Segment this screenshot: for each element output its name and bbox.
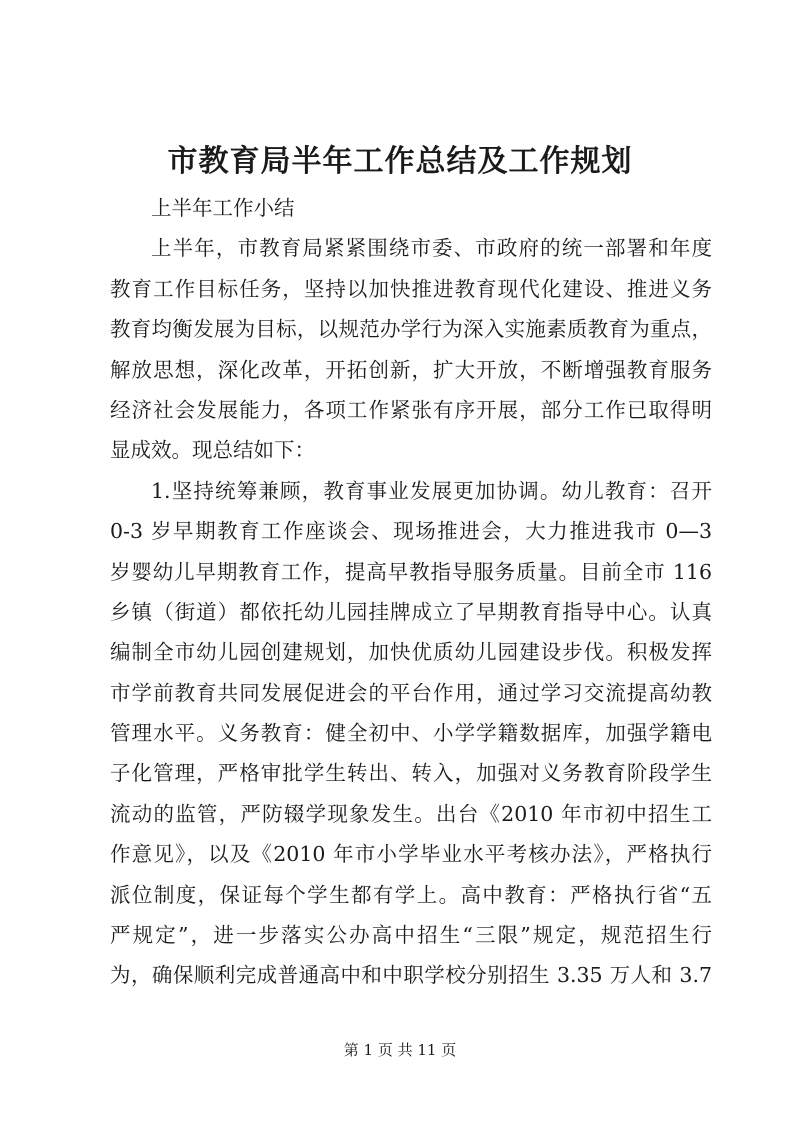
paragraph-line: 乡镇（街道）都依托幼儿园挂牌成立了早期教育指导中心。认真	[110, 599, 712, 624]
paragraph-line: 解放思想，深化改革，开拓创新，扩大开放，不断增强教育服务	[110, 357, 712, 382]
paragraph-line: 教育均衡发展为目标，以规范办学行为深入实施素质教育为重点，	[110, 317, 712, 342]
paragraph-line: 1.坚持统筹兼顾，教育事业发展更加协调。幼儿教育：召开	[151, 478, 712, 503]
paragraph-line: 上半年，市教育局紧紧围绕市委、市政府的统一部署和年度	[151, 236, 712, 261]
paragraph-line: 显成效。现总结如下：	[110, 438, 315, 463]
paragraph-line: 流动的监管，严防辍学现象发生。出台《2010 年市初中招生工	[110, 801, 712, 826]
paragraph-line: 市学前教育共同发展促进会的平台作用，通过学习交流提高幼教	[110, 680, 712, 705]
paragraph-line: 经济社会发展能力，各项工作紧张有序开展，部分工作已取得明	[110, 397, 712, 422]
paragraph-line: 子化管理，严格审批学生转出、转入，加强对义务教育阶段学生	[110, 761, 712, 786]
section-heading: 上半年工作小结	[151, 196, 295, 220]
paragraph-line: 编制全市幼儿园创建规划，加快优质幼儿园建设步伐。积极发挥	[110, 640, 712, 665]
paragraph-line: 管理水平。义务教育：健全初中、小学学籍数据库，加强学籍电	[110, 721, 712, 746]
paragraph-line: 岁婴幼儿早期教育工作，提高早教指导服务质量。目前全市 116	[110, 559, 712, 584]
paragraph-line: 为，确保顺利完成普通高中和中职学校分别招生 3.35 万人和 3.7	[110, 963, 712, 988]
document-body	[110, 188, 712, 996]
paragraph-line: 教育工作目标任务，坚持以加快推进教育现代化建设、推进义务	[110, 276, 712, 301]
document-title: 市教育局半年工作总结及工作规划	[167, 144, 633, 179]
paragraph-line: 作意见》，以及《2010 年市小学毕业水平考核办法》，严格执行	[110, 842, 712, 867]
paragraph-line: 严规定”，进一步落实公办高中招生“三限”规定，规范招生行	[110, 923, 712, 948]
paragraph-line: 0-3 岁早期教育工作座谈会、现场推进会，大力推进我市 0—3	[110, 519, 712, 544]
paragraph-line: 派位制度，保证每个学生都有学上。高中教育：严格执行省“五	[110, 882, 712, 907]
page-footer: 第 1 页 共 11 页	[343, 1041, 457, 1059]
